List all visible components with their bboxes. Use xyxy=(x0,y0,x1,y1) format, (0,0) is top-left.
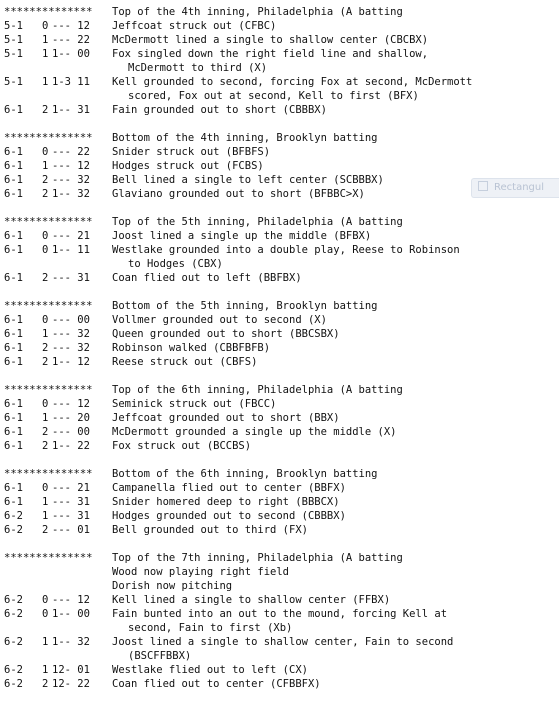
lineup-note xyxy=(4,579,554,593)
inning-title: Top of the 6th inning, Philadelphia (A batting xyxy=(112,384,403,396)
score-cell: 6-1 xyxy=(4,440,23,452)
play-row xyxy=(4,523,554,537)
play-description: Hodges struck out (FCBS) xyxy=(112,160,264,172)
play-description: Joost lined a single up the middle (BFBX) xyxy=(112,230,372,242)
inning-separator: ************** xyxy=(4,6,93,18)
outs-cell: 2 xyxy=(42,426,49,438)
section-gap xyxy=(4,453,554,467)
count-cell: --- 00 xyxy=(52,426,90,438)
play-continuation xyxy=(4,89,554,103)
outs-cell: 2 xyxy=(42,342,49,354)
outs-cell: 0 xyxy=(42,594,49,606)
play-row xyxy=(4,509,554,523)
score-cell: 5-1 xyxy=(4,34,23,46)
play-continuation xyxy=(4,257,554,271)
play-row xyxy=(4,411,554,425)
count-cell: 1-- 00 xyxy=(52,608,90,620)
outs-cell: 1 xyxy=(42,328,49,340)
outs-cell: 2 xyxy=(42,104,49,116)
play-description: Snider struck out (BFBFS) xyxy=(112,146,271,158)
play-description: Campanella flied out to center (BBFX) xyxy=(112,482,346,494)
score-cell: 6-1 xyxy=(4,426,23,438)
play-row xyxy=(4,495,554,509)
outs-cell: 0 xyxy=(42,314,49,326)
section-gap xyxy=(4,117,554,131)
lineup-note xyxy=(4,565,554,579)
outs-cell: 0 xyxy=(42,398,49,410)
play-row xyxy=(4,397,554,411)
count-cell: 1-- 11 xyxy=(52,244,90,256)
play-description: McDermott lined a single to shallow center (CBCBX) xyxy=(112,34,429,46)
outs-cell: 1 xyxy=(42,412,49,424)
play-continuation xyxy=(4,61,554,75)
note-text: Dorish now pitching xyxy=(112,580,233,592)
score-cell: 6-1 xyxy=(4,356,23,368)
score-cell: 5-1 xyxy=(4,20,23,32)
inning-title: Top of the 4th inning, Philadelphia (A batting xyxy=(112,6,403,18)
score-cell: 6-1 xyxy=(4,272,23,284)
score-cell: 6-2 xyxy=(4,678,23,690)
play-description: Westlake flied out to left (CX) xyxy=(112,664,308,676)
play-row xyxy=(4,145,554,159)
section-gap xyxy=(4,537,554,551)
play-continuation xyxy=(4,649,554,663)
rectangle-icon xyxy=(478,181,488,191)
play-row xyxy=(4,19,554,33)
play-row xyxy=(4,355,554,369)
count-cell: 1-- 00 xyxy=(52,48,90,60)
section-gap xyxy=(4,369,554,383)
play-description: Fox struck out (BCCBS) xyxy=(112,440,252,452)
score-cell: 6-2 xyxy=(4,636,23,648)
count-cell: --- 01 xyxy=(52,524,90,536)
play-row xyxy=(4,635,554,649)
play-continuation xyxy=(4,621,554,635)
inning-separator: ************** xyxy=(4,300,93,312)
count-cell: --- 32 xyxy=(52,328,90,340)
play-row xyxy=(4,103,554,117)
play-description: Bell lined a single to left center (SCBBBX) xyxy=(112,174,384,186)
outs-cell: 0 xyxy=(42,146,49,158)
count-cell: 1-3 11 xyxy=(52,76,90,88)
play-description: Vollmer grounded out to second (X) xyxy=(112,314,327,326)
play-row xyxy=(4,341,554,355)
play-description-continued: (BSCFFBBX) xyxy=(128,650,192,662)
outs-cell: 2 xyxy=(42,678,49,690)
play-description: Kell grounded to second, forcing Fox at second, McDermott xyxy=(112,76,473,88)
play-row xyxy=(4,481,554,495)
score-cell: 6-1 xyxy=(4,342,23,354)
inning-separator: ************** xyxy=(4,384,93,396)
outs-cell: 1 xyxy=(42,76,49,88)
count-cell: --- 12 xyxy=(52,20,90,32)
play-description: Jeffcoat grounded out to short (BBX) xyxy=(112,412,340,424)
count-cell: --- 32 xyxy=(52,342,90,354)
count-cell: --- 12 xyxy=(52,160,90,172)
play-description: Seminick struck out (FBCC) xyxy=(112,398,277,410)
play-description-continued: scored, Fox out at second, Kell to first (BFX) xyxy=(128,90,419,102)
play-description: Glaviano grounded out to short (BFBBC>X) xyxy=(112,188,365,200)
count-cell: --- 22 xyxy=(52,34,90,46)
play-row xyxy=(4,677,554,691)
score-cell: 6-1 xyxy=(4,174,23,186)
play-description: Coan flied out to left (BBFBX) xyxy=(112,272,302,284)
play-row xyxy=(4,663,554,677)
play-description: Snider homered deep to right (BBBCX) xyxy=(112,496,340,508)
score-cell: 6-1 xyxy=(4,412,23,424)
score-cell: 6-1 xyxy=(4,104,23,116)
play-row xyxy=(4,593,554,607)
inning-header xyxy=(4,383,554,397)
outs-cell: 1 xyxy=(42,510,49,522)
play-row xyxy=(4,229,554,243)
inning-header xyxy=(4,215,554,229)
count-cell: --- 12 xyxy=(52,594,90,606)
outs-cell: 2 xyxy=(42,524,49,536)
score-cell: 6-2 xyxy=(4,524,23,536)
play-description: Jeffcoat struck out (CFBC) xyxy=(112,20,277,32)
inning-title: Bottom of the 5th inning, Brooklyn batting xyxy=(112,300,378,312)
note-text: Wood now playing right field xyxy=(112,566,290,578)
score-cell: 5-1 xyxy=(4,48,23,60)
play-row xyxy=(4,75,554,89)
inning-separator: ************** xyxy=(4,132,93,144)
score-cell: 6-1 xyxy=(4,146,23,158)
play-row xyxy=(4,159,554,173)
outs-cell: 2 xyxy=(42,356,49,368)
play-description: Bell grounded out to third (FX) xyxy=(112,524,308,536)
count-cell: --- 12 xyxy=(52,398,90,410)
outs-cell: 2 xyxy=(42,440,49,452)
outs-cell: 1 xyxy=(42,664,49,676)
score-cell: 6-1 xyxy=(4,328,23,340)
play-description: Fain bunted into an out to the mound, forcing Kell at xyxy=(112,608,448,620)
count-cell: --- 20 xyxy=(52,412,90,424)
play-description: Queen grounded out to short (BBCSBX) xyxy=(112,328,340,340)
play-row xyxy=(4,313,554,327)
score-cell: 6-1 xyxy=(4,188,23,200)
count-cell: 1-- 32 xyxy=(52,188,90,200)
play-description: Joost lined a single to shallow center, Fain to second xyxy=(112,636,454,648)
inning-separator: ************** xyxy=(4,468,93,480)
outs-cell: 1 xyxy=(42,34,49,46)
count-cell: --- 22 xyxy=(52,146,90,158)
inning-header xyxy=(4,551,554,565)
play-description: Fain grounded out to short (CBBBX) xyxy=(112,104,327,116)
count-cell: --- 31 xyxy=(52,510,90,522)
inning-header xyxy=(4,467,554,481)
play-description: Westlake grounded into a double play, Reese to Robinson xyxy=(112,244,460,256)
play-row xyxy=(4,607,554,621)
inning-title: Bottom of the 4th inning, Brooklyn batting xyxy=(112,132,378,144)
play-row xyxy=(4,327,554,341)
outs-cell: 0 xyxy=(42,20,49,32)
play-row xyxy=(4,33,554,47)
count-cell: --- 00 xyxy=(52,314,90,326)
inning-separator: ************** xyxy=(4,216,93,228)
section-gap xyxy=(4,285,554,299)
inning-header xyxy=(4,299,554,313)
score-cell: 6-1 xyxy=(4,482,23,494)
play-description-continued: to Hodges (CBX) xyxy=(128,258,223,270)
outs-cell: 1 xyxy=(42,496,49,508)
play-description-continued: second, Fain to first (Xb) xyxy=(128,622,293,634)
play-description: Kell lined a single to shallow center (FFBX) xyxy=(112,594,391,606)
count-cell: --- 21 xyxy=(52,482,90,494)
count-cell: --- 31 xyxy=(52,496,90,508)
play-row xyxy=(4,271,554,285)
play-row xyxy=(4,47,554,61)
outs-cell: 0 xyxy=(42,230,49,242)
play-description: McDermott grounded a single up the middle (X) xyxy=(112,426,397,438)
count-cell: --- 21 xyxy=(52,230,90,242)
inning-header xyxy=(4,5,554,19)
play-row xyxy=(4,243,554,257)
outs-cell: 1 xyxy=(42,48,49,60)
score-cell: 6-2 xyxy=(4,594,23,606)
score-cell: 5-1 xyxy=(4,76,23,88)
inning-title: Bottom of the 6th inning, Brooklyn batting xyxy=(112,468,378,480)
score-cell: 6-2 xyxy=(4,510,23,522)
play-description: Reese struck out (CBFS) xyxy=(112,356,258,368)
play-description-continued: McDermott to third (X) xyxy=(128,62,268,74)
outs-cell: 1 xyxy=(42,160,49,172)
outs-cell: 2 xyxy=(42,174,49,186)
score-cell: 6-1 xyxy=(4,160,23,172)
count-cell: 1-- 12 xyxy=(52,356,90,368)
outs-cell: 0 xyxy=(42,482,49,494)
count-cell: 12- 22 xyxy=(52,678,90,690)
play-description: Fox singled down the right field line and shallow, xyxy=(112,48,429,60)
count-cell: 1-- 31 xyxy=(52,104,90,116)
count-cell: 12- 01 xyxy=(52,664,90,676)
count-cell: --- 31 xyxy=(52,272,90,284)
play-description: Coan flied out to center (CFBBFX) xyxy=(112,678,321,690)
count-cell: --- 32 xyxy=(52,174,90,186)
section-gap xyxy=(4,201,554,215)
score-cell: 6-2 xyxy=(4,608,23,620)
outs-cell: 0 xyxy=(42,608,49,620)
play-by-play-log xyxy=(4,5,554,691)
play-row xyxy=(4,439,554,453)
score-cell: 6-1 xyxy=(4,314,23,326)
rectangle-widget-label: Rectangul xyxy=(494,182,544,193)
score-cell: 6-1 xyxy=(4,398,23,410)
inning-title: Top of the 7th inning, Philadelphia (A batting xyxy=(112,552,403,564)
count-cell: 1-- 22 xyxy=(52,440,90,452)
outs-cell: 2 xyxy=(42,272,49,284)
play-description: Robinson walked (CBBFBFB) xyxy=(112,342,271,354)
score-cell: 6-2 xyxy=(4,664,23,676)
inning-header xyxy=(4,131,554,145)
play-row xyxy=(4,425,554,439)
score-cell: 6-1 xyxy=(4,244,23,256)
count-cell: 1-- 32 xyxy=(52,636,90,648)
outs-cell: 0 xyxy=(42,244,49,256)
outs-cell: 1 xyxy=(42,636,49,648)
outs-cell: 2 xyxy=(42,188,49,200)
play-description: Hodges grounded out to second (CBBBX) xyxy=(112,510,346,522)
score-cell: 6-1 xyxy=(4,230,23,242)
inning-title: Top of the 5th inning, Philadelphia (A batting xyxy=(112,216,403,228)
score-cell: 6-1 xyxy=(4,496,23,508)
inning-separator: ************** xyxy=(4,552,93,564)
rectangle-widget[interactable] xyxy=(471,178,559,198)
